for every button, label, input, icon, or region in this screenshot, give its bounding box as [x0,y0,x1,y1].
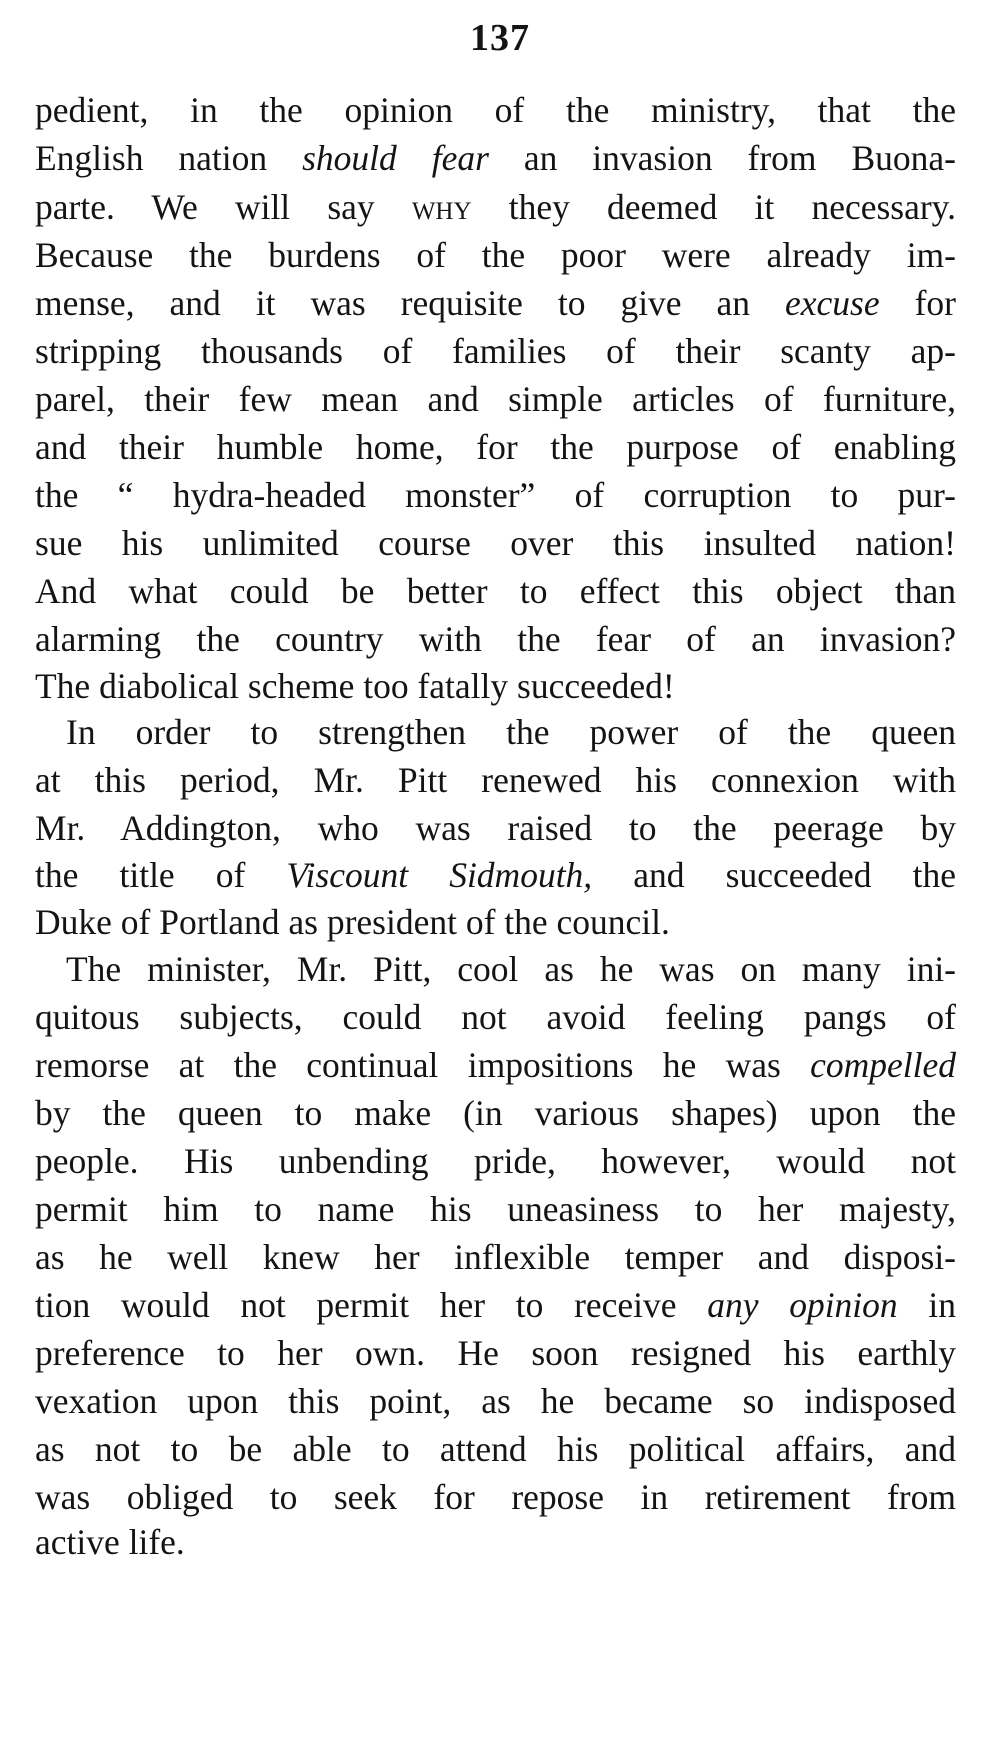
italic-text: should fear [302,138,489,178]
text-segment: stripping thousands of families of their scanty ap- [35,331,956,371]
text-segment: In order to strengthen the power of the queen [66,712,956,752]
text-line [35,1518,956,1566]
text-segment: parte. We will say [35,187,412,227]
text-line [35,1041,956,1089]
text-line [35,567,956,615]
text-segment: vexation upon this point, as he became so indisposed [35,1381,956,1421]
text-segment: parel, their few mean and simple articles of furniture, [35,379,956,419]
smallcaps-text: why [411,187,472,227]
text-segment: and succeeded the [592,855,956,895]
text-segment: active life. [35,1522,185,1562]
text-segment: as not to be able to attend his political affairs, and [35,1429,956,1469]
text-line [35,279,956,327]
text-line [66,708,956,756]
text-segment: English nation [35,138,303,178]
text-line [35,1329,956,1377]
text-line [35,993,956,1041]
text-segment: as he well knew her inflexible temper and disposi- [35,1237,956,1277]
text-segment: permit him to name his uneasiness to her majesty, [35,1189,956,1229]
text-segment: alarming the country with the fear of an invasion? [35,619,956,659]
text-line [35,1473,956,1521]
text-line [35,898,956,946]
text-line [35,1185,956,1233]
text-line [35,1425,956,1473]
text-line [35,423,956,471]
text-segment: Because the burdens of the poor were already im- [35,235,956,275]
text-line [35,662,956,710]
text-line [35,851,956,899]
text-segment: pedient, in the opinion of the ministry, that the [35,90,956,130]
text-segment: at this period, Mr. Pitt renewed his connexion with [35,760,956,800]
text-segment: they deemed it necessary. [471,187,956,227]
text-segment: an invasion from Buona- [488,138,956,178]
text-segment: sue his unlimited course over this insulted nation! [35,523,956,563]
text-segment: people. His unbending pride, however, would not [35,1141,956,1181]
text-line [35,519,956,567]
text-segment: preference to her own. He soon resigned his earthly [35,1333,956,1373]
text-segment: tion would not permit her to receive [35,1285,708,1325]
text-line [35,375,956,423]
text-segment: And what could be better to effect this object than [35,571,956,611]
text-segment: Duke of Portland as president of the council. [35,902,670,942]
text-segment: by the queen to make (in various shapes) upon the [35,1093,956,1133]
text-segment: was obliged to seek for repose in retirement from [35,1477,956,1517]
text-segment: quitous subjects, could not avoid feeling pangs of [35,997,956,1037]
text-line [35,471,956,519]
text-line [35,1377,956,1425]
text-line [35,1233,956,1281]
text-line [35,231,956,279]
text-segment: Mr. Addington, who was raised to the peerage by [35,808,956,848]
text-line [35,134,956,182]
italic-text: Viscount Sidmouth, [286,855,593,895]
text-line [35,804,956,852]
text-segment: and their humble home, for the purpose of enabling [35,427,956,467]
text-line [35,756,956,804]
text-segment: mense, and it was requisite to give an [35,283,786,323]
text-segment: for [879,283,956,323]
italic-text: compelled [810,1045,956,1085]
text-line [66,945,956,993]
text-segment: The diabolical scheme too fatally succeeded! [35,666,675,706]
text-segment: the “ hydra-headed monster” of corruption to pur- [35,475,956,515]
italic-text: any opinion [707,1285,898,1325]
text-line [35,1137,956,1185]
text-line [35,1089,956,1137]
text-line [35,327,956,375]
text-line [35,86,956,134]
text-line [35,615,956,663]
text-segment: in [897,1285,956,1325]
text-segment: remorse at the continual impositions he was [35,1045,811,1085]
text-segment: The minister, Mr. Pitt, cool as he was on many ini- [66,949,956,989]
text-segment: the title of [35,855,287,895]
page-number: 137 [470,17,530,59]
italic-text: excuse [785,283,880,323]
text-line [35,1281,956,1329]
text-line [35,183,956,231]
